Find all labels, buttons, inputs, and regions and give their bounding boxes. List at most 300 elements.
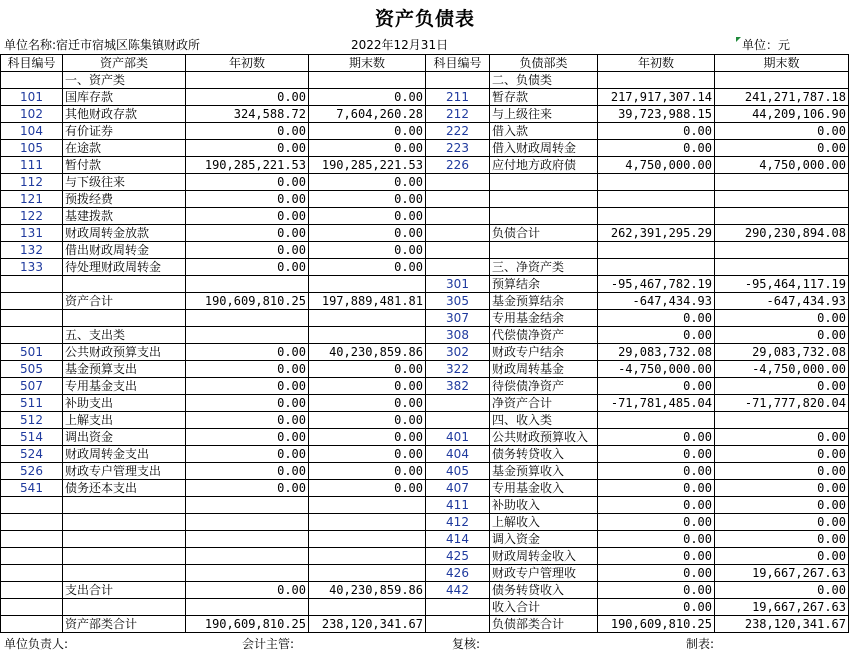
- cell-asset-code: 104: [1, 123, 63, 140]
- table-row: [1, 72, 849, 89]
- cell-liability-end: 0.00: [715, 514, 849, 531]
- cell-liability-end: 19,667,267.63: [715, 565, 849, 582]
- column-header-liability-end: 期末数: [715, 55, 849, 72]
- cell-liability-code: [426, 616, 490, 633]
- cell-asset-begin: 0.00: [186, 242, 309, 259]
- table-row: [1, 429, 849, 446]
- table-row: [1, 327, 849, 344]
- cell-liability-begin: [598, 174, 715, 191]
- cell-asset-end: [309, 565, 426, 582]
- cell-liability-code: 414: [426, 531, 490, 548]
- table-row: [1, 514, 849, 531]
- cell-liability-item: 与上级往来: [490, 106, 598, 123]
- signature-row: [0, 636, 850, 653]
- cell-asset-code: 133: [1, 259, 63, 276]
- cell-liability-begin: 0.00: [598, 514, 715, 531]
- cell-liability-item: 调入资金: [490, 531, 598, 548]
- cell-liability-end: 0.00: [715, 378, 849, 395]
- table-row: [1, 89, 849, 106]
- cell-liability-code: [426, 599, 490, 616]
- cell-liability-code: 411: [426, 497, 490, 514]
- cell-asset-begin: 0.00: [186, 344, 309, 361]
- column-header-liability-item: 负债部类: [490, 55, 598, 72]
- cell-liability-end: 0.00: [715, 446, 849, 463]
- cell-liability-begin: 39,723,988.15: [598, 106, 715, 123]
- cell-asset-item: 公共财政预算支出: [63, 344, 186, 361]
- column-header-liability-code: 科目编号: [426, 55, 490, 72]
- cell-liability-code: 382: [426, 378, 490, 395]
- cell-asset-end: 0.00: [309, 208, 426, 225]
- cell-asset-code: [1, 310, 63, 327]
- cell-asset-end: 7,604,260.28: [309, 106, 426, 123]
- table-row: [1, 208, 849, 225]
- cell-liability-end: 0.00: [715, 463, 849, 480]
- cell-liability-item: 三、净资产类: [490, 259, 598, 276]
- cell-liability-item: 代偿债净资产: [490, 327, 598, 344]
- cell-asset-code: 111: [1, 157, 63, 174]
- cell-asset-item: 财政周转金支出: [63, 446, 186, 463]
- cell-asset-item: 借出财政周转金: [63, 242, 186, 259]
- cell-asset-item: 调出资金: [63, 429, 186, 446]
- table-row: [1, 310, 849, 327]
- cell-asset-code: 105: [1, 140, 63, 157]
- cell-liability-code: 222: [426, 123, 490, 140]
- preparer-label: 制表:: [686, 637, 715, 651]
- currency-unit: 单位：元: [742, 38, 791, 52]
- cell-asset-item: 债务还本支出: [63, 480, 186, 497]
- cell-liability-begin: 0.00: [598, 565, 715, 582]
- cell-asset-item: 国库存款: [63, 89, 186, 106]
- cell-asset-begin: 0.00: [186, 208, 309, 225]
- cell-liability-item: [490, 242, 598, 259]
- cell-asset-item: 资产部类合计: [63, 616, 186, 633]
- cell-asset-code: 102: [1, 106, 63, 123]
- cell-asset-end: [309, 599, 426, 616]
- cell-asset-end: 0.00: [309, 174, 426, 191]
- cell-liability-end: 4,750,000.00: [715, 157, 849, 174]
- cell-asset-code: [1, 497, 63, 514]
- cell-liability-code: 401: [426, 429, 490, 446]
- cell-asset-end: 0.00: [309, 463, 426, 480]
- cell-asset-begin: 190,609,810.25: [186, 293, 309, 310]
- cell-asset-code: [1, 276, 63, 293]
- cell-liability-item: 预算结余: [490, 276, 598, 293]
- cell-asset-item: 上解支出: [63, 412, 186, 429]
- cell-asset-end: 0.00: [309, 225, 426, 242]
- table-row: [1, 123, 849, 140]
- cell-liability-end: 0.00: [715, 140, 849, 157]
- cell-asset-begin: 0.00: [186, 225, 309, 242]
- cell-liability-item: 财政周转基金: [490, 361, 598, 378]
- cell-asset-begin: 0.00: [186, 89, 309, 106]
- cell-asset-begin: 0.00: [186, 259, 309, 276]
- cell-liability-begin: 0.00: [598, 310, 715, 327]
- cell-asset-code: 514: [1, 429, 63, 446]
- cell-asset-begin: 0.00: [186, 480, 309, 497]
- cell-liability-begin: 0.00: [598, 480, 715, 497]
- cell-liability-begin: 0.00: [598, 446, 715, 463]
- cell-asset-item: 一、资产类: [63, 72, 186, 89]
- cell-asset-item: 补助支出: [63, 395, 186, 412]
- cell-asset-end: [309, 276, 426, 293]
- cell-asset-begin: 0.00: [186, 412, 309, 429]
- cell-liability-begin: -4,750,000.00: [598, 361, 715, 378]
- cell-asset-begin: [186, 599, 309, 616]
- cell-asset-item: 财政周转金放款: [63, 225, 186, 242]
- column-header-asset-end: 期末数: [309, 55, 426, 72]
- cell-asset-item: 在途款: [63, 140, 186, 157]
- cell-asset-item: [63, 497, 186, 514]
- cell-asset-item: [63, 531, 186, 548]
- table-row: [1, 599, 849, 616]
- table-row: [1, 157, 849, 174]
- cell-asset-code: 511: [1, 395, 63, 412]
- cell-asset-code: 121: [1, 191, 63, 208]
- cell-asset-code: [1, 548, 63, 565]
- cell-asset-begin: 0.00: [186, 378, 309, 395]
- cell-liability-item: 负债部类合计: [490, 616, 598, 633]
- cell-liability-end: 29,083,732.08: [715, 344, 849, 361]
- cell-asset-item: 暂付款: [63, 157, 186, 174]
- cell-asset-end: 0.00: [309, 395, 426, 412]
- balance-sheet-table: [0, 54, 849, 633]
- cell-asset-item: [63, 548, 186, 565]
- cell-liability-end: 0.00: [715, 582, 849, 599]
- column-header-liability-begin: 年初数: [598, 55, 715, 72]
- cell-liability-item: 借入财政周转金: [490, 140, 598, 157]
- cell-asset-begin: [186, 327, 309, 344]
- cell-liability-code: 223: [426, 140, 490, 157]
- column-header-asset-begin: 年初数: [186, 55, 309, 72]
- cell-liability-begin: 0.00: [598, 140, 715, 157]
- cell-liability-item: 收入合计: [490, 599, 598, 616]
- cell-liability-code: [426, 191, 490, 208]
- cell-liability-code: [426, 242, 490, 259]
- cell-asset-code: [1, 327, 63, 344]
- cell-asset-end: 197,889,481.81: [309, 293, 426, 310]
- column-header-asset-code: 科目编号: [1, 55, 63, 72]
- cell-asset-code: [1, 514, 63, 531]
- cell-liability-item: 待偿债净资产: [490, 378, 598, 395]
- cell-asset-begin: [186, 548, 309, 565]
- table-row: [1, 242, 849, 259]
- cell-liability-item: [490, 191, 598, 208]
- cell-liability-item: 借入款: [490, 123, 598, 140]
- cell-asset-code: [1, 565, 63, 582]
- cell-liability-code: [426, 72, 490, 89]
- table-row: [1, 548, 849, 565]
- cell-liability-end: -71,777,820.04: [715, 395, 849, 412]
- cell-liability-begin: [598, 191, 715, 208]
- table-row: [1, 106, 849, 123]
- table-row: [1, 293, 849, 310]
- table-row: [1, 225, 849, 242]
- cell-liability-item: 财政专户管理收: [490, 565, 598, 582]
- cell-asset-end: [309, 497, 426, 514]
- cell-asset-begin: 0.00: [186, 395, 309, 412]
- cell-asset-item: 其他财政存款: [63, 106, 186, 123]
- cell-liability-begin: [598, 412, 715, 429]
- cell-asset-code: 101: [1, 89, 63, 106]
- cell-asset-code: [1, 616, 63, 633]
- cell-liability-begin: 0.00: [598, 531, 715, 548]
- cell-asset-end: 0.00: [309, 378, 426, 395]
- cell-liability-begin: [598, 72, 715, 89]
- table-row: [1, 344, 849, 361]
- cell-asset-end: [309, 531, 426, 548]
- cell-asset-item: 与下级往来: [63, 174, 186, 191]
- cell-liability-begin: -95,467,782.19: [598, 276, 715, 293]
- cell-asset-code: [1, 582, 63, 599]
- cell-liability-code: [426, 259, 490, 276]
- table-row: [1, 395, 849, 412]
- cell-asset-item: [63, 565, 186, 582]
- cell-liability-begin: 190,609,810.25: [598, 616, 715, 633]
- cell-liability-end: [715, 208, 849, 225]
- cell-liability-end: 0.00: [715, 123, 849, 140]
- cell-asset-code: 512: [1, 412, 63, 429]
- cell-asset-code: [1, 293, 63, 310]
- table-row: [1, 497, 849, 514]
- cell-liability-code: 302: [426, 344, 490, 361]
- cell-liability-item: [490, 174, 598, 191]
- cell-asset-begin: 0.00: [186, 123, 309, 140]
- cell-asset-item: 五、支出类: [63, 327, 186, 344]
- cell-asset-begin: 0.00: [186, 140, 309, 157]
- cell-asset-code: [1, 72, 63, 89]
- cell-liability-begin: [598, 259, 715, 276]
- unit-name: 单位名称:宿迁市宿城区陈集镇财政所: [4, 38, 201, 52]
- reviewer-label: 复核:: [452, 637, 481, 651]
- cell-liability-end: [715, 72, 849, 89]
- table-row: [1, 446, 849, 463]
- cell-asset-begin: 0.00: [186, 174, 309, 191]
- cell-liability-begin: 0.00: [598, 497, 715, 514]
- cell-asset-code: [1, 599, 63, 616]
- cell-asset-code: 526: [1, 463, 63, 480]
- cell-asset-end: [309, 548, 426, 565]
- cell-asset-item: 基金预算支出: [63, 361, 186, 378]
- cell-liability-code: 212: [426, 106, 490, 123]
- cell-asset-end: [309, 514, 426, 531]
- cell-liability-begin: -647,434.93: [598, 293, 715, 310]
- cell-asset-end: 0.00: [309, 480, 426, 497]
- cell-asset-begin: [186, 497, 309, 514]
- cell-liability-begin: 0.00: [598, 548, 715, 565]
- cell-asset-code: 112: [1, 174, 63, 191]
- cell-liability-item: 基金预算结余: [490, 293, 598, 310]
- cell-liability-item: 基金预算收入: [490, 463, 598, 480]
- table-row: [1, 140, 849, 157]
- cell-liability-code: 211: [426, 89, 490, 106]
- cell-asset-begin: 0.00: [186, 582, 309, 599]
- cell-asset-item: [63, 599, 186, 616]
- cell-liability-code: [426, 395, 490, 412]
- cell-liability-end: [715, 412, 849, 429]
- cell-liability-code: 425: [426, 548, 490, 565]
- cell-liability-item: [490, 208, 598, 225]
- report-meta-row: [0, 36, 850, 54]
- cell-asset-item: 有价证券: [63, 123, 186, 140]
- cell-asset-end: 0.00: [309, 89, 426, 106]
- cell-asset-code: 505: [1, 361, 63, 378]
- cell-asset-end: [309, 310, 426, 327]
- cell-asset-code: 501: [1, 344, 63, 361]
- cell-liability-code: [426, 174, 490, 191]
- cell-asset-end: 0.00: [309, 242, 426, 259]
- cell-liability-begin: 0.00: [598, 123, 715, 140]
- cell-liability-item: 债务转贷收入: [490, 446, 598, 463]
- table-row: [1, 361, 849, 378]
- cell-liability-end: 238,120,341.67: [715, 616, 849, 633]
- cell-asset-end: 0.00: [309, 123, 426, 140]
- cell-liability-begin: 0.00: [598, 463, 715, 480]
- cell-asset-begin: 190,285,221.53: [186, 157, 309, 174]
- cell-liability-end: 0.00: [715, 429, 849, 446]
- report-date: 2022年12月31日: [351, 38, 449, 52]
- table-row: [1, 582, 849, 599]
- cell-liability-begin: 217,917,307.14: [598, 89, 715, 106]
- cell-asset-item: [63, 310, 186, 327]
- cell-liability-item: 公共财政预算收入: [490, 429, 598, 446]
- cell-liability-begin: 0.00: [598, 582, 715, 599]
- cell-asset-begin: [186, 565, 309, 582]
- cell-liability-item: 暂存款: [490, 89, 598, 106]
- cell-liability-begin: 0.00: [598, 429, 715, 446]
- cell-liability-begin: 0.00: [598, 599, 715, 616]
- cell-liability-item: 专用基金收入: [490, 480, 598, 497]
- cell-asset-end: 238,120,341.67: [309, 616, 426, 633]
- cell-liability-end: 0.00: [715, 327, 849, 344]
- cell-liability-code: 322: [426, 361, 490, 378]
- table-row: [1, 412, 849, 429]
- cell-asset-begin: [186, 72, 309, 89]
- cell-asset-end: 0.00: [309, 140, 426, 157]
- cell-liability-item: 二、负债类: [490, 72, 598, 89]
- cell-asset-item: 支出合计: [63, 582, 186, 599]
- table-row: [1, 480, 849, 497]
- cell-asset-code: 122: [1, 208, 63, 225]
- cell-liability-code: 226: [426, 157, 490, 174]
- cell-liability-item: 上解收入: [490, 514, 598, 531]
- cell-asset-end: 0.00: [309, 429, 426, 446]
- cell-liability-end: -4,750,000.00: [715, 361, 849, 378]
- cell-asset-end: 0.00: [309, 259, 426, 276]
- table-row: [1, 463, 849, 480]
- cell-comment-marker-icon: [736, 37, 741, 42]
- cell-asset-end: [309, 72, 426, 89]
- table-row: [1, 616, 849, 633]
- cell-liability-code: 404: [426, 446, 490, 463]
- cell-liability-end: [715, 242, 849, 259]
- cell-asset-begin: 0.00: [186, 463, 309, 480]
- cell-asset-begin: [186, 310, 309, 327]
- cell-liability-item: 负债合计: [490, 225, 598, 242]
- cell-liability-code: 307: [426, 310, 490, 327]
- cell-asset-begin: [186, 276, 309, 293]
- cell-asset-item: 预拨经费: [63, 191, 186, 208]
- cell-liability-item: 专用基金结余: [490, 310, 598, 327]
- cell-liability-end: 0.00: [715, 531, 849, 548]
- cell-liability-end: 44,209,106.90: [715, 106, 849, 123]
- unit-head-label: 单位负责人:: [4, 637, 69, 651]
- cell-liability-end: 290,230,894.08: [715, 225, 849, 242]
- cell-liability-code: [426, 225, 490, 242]
- cell-liability-begin: 0.00: [598, 327, 715, 344]
- accountant-label: 会计主管:: [242, 637, 295, 651]
- cell-liability-code: 301: [426, 276, 490, 293]
- cell-liability-code: 407: [426, 480, 490, 497]
- report-title: 资产负债表: [374, 8, 475, 30]
- cell-asset-item: 基建拨款: [63, 208, 186, 225]
- cell-asset-begin: [186, 514, 309, 531]
- cell-liability-end: 19,667,267.63: [715, 599, 849, 616]
- table-row: [1, 378, 849, 395]
- cell-asset-begin: 0.00: [186, 429, 309, 446]
- cell-liability-code: 308: [426, 327, 490, 344]
- cell-liability-begin: 0.00: [598, 378, 715, 395]
- cell-asset-end: [309, 327, 426, 344]
- cell-liability-end: [715, 259, 849, 276]
- cell-liability-begin: 29,083,732.08: [598, 344, 715, 361]
- cell-asset-item: [63, 514, 186, 531]
- cell-asset-begin: 190,609,810.25: [186, 616, 309, 633]
- cell-asset-begin: 0.00: [186, 446, 309, 463]
- table-header-row: [1, 55, 849, 72]
- cell-asset-code: 507: [1, 378, 63, 395]
- cell-asset-end: 40,230,859.86: [309, 582, 426, 599]
- cell-asset-end: 190,285,221.53: [309, 157, 426, 174]
- cell-liability-begin: [598, 242, 715, 259]
- cell-asset-code: 524: [1, 446, 63, 463]
- cell-liability-item: 应付地方政府债: [490, 157, 598, 174]
- cell-asset-code: 132: [1, 242, 63, 259]
- cell-liability-item: 债务转贷收入: [490, 582, 598, 599]
- cell-asset-code: 541: [1, 480, 63, 497]
- cell-liability-code: 426: [426, 565, 490, 582]
- cell-liability-item: 净资产合计: [490, 395, 598, 412]
- cell-asset-end: 0.00: [309, 446, 426, 463]
- cell-liability-begin: 4,750,000.00: [598, 157, 715, 174]
- column-header-asset-item: 资产部类: [63, 55, 186, 72]
- cell-liability-begin: -71,781,485.04: [598, 395, 715, 412]
- cell-liability-code: [426, 412, 490, 429]
- cell-liability-code: 442: [426, 582, 490, 599]
- cell-asset-end: 0.00: [309, 191, 426, 208]
- cell-liability-end: -95,464,117.19: [715, 276, 849, 293]
- table-row: [1, 174, 849, 191]
- cell-asset-item: 财政专户管理支出: [63, 463, 186, 480]
- cell-liability-end: 0.00: [715, 548, 849, 565]
- cell-liability-begin: 262,391,295.29: [598, 225, 715, 242]
- cell-asset-code: [1, 531, 63, 548]
- table-row: [1, 191, 849, 208]
- cell-liability-code: [426, 208, 490, 225]
- cell-liability-code: 305: [426, 293, 490, 310]
- cell-asset-code: 131: [1, 225, 63, 242]
- cell-liability-code: 412: [426, 514, 490, 531]
- cell-asset-end: 40,230,859.86: [309, 344, 426, 361]
- table-row: [1, 531, 849, 548]
- cell-liability-item: 补助收入: [490, 497, 598, 514]
- cell-liability-begin: [598, 208, 715, 225]
- cell-liability-item: 财政专户结余: [490, 344, 598, 361]
- cell-liability-end: -647,434.93: [715, 293, 849, 310]
- cell-asset-end: 0.00: [309, 361, 426, 378]
- cell-asset-item: 资产合计: [63, 293, 186, 310]
- cell-asset-begin: 0.00: [186, 191, 309, 208]
- cell-liability-item: 财政周转金收入: [490, 548, 598, 565]
